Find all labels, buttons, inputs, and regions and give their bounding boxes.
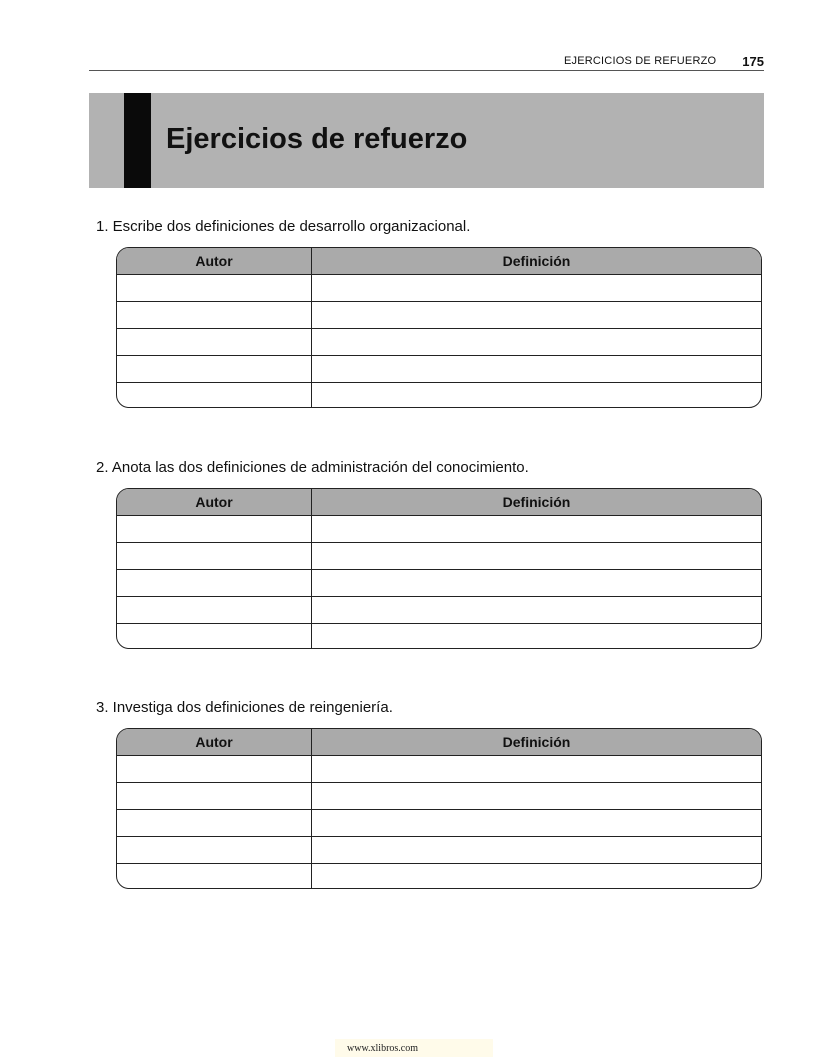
table-row	[117, 543, 761, 570]
banner-title: Ejercicios de refuerzo	[166, 123, 468, 155]
exercise-3	[96, 698, 766, 889]
table-row	[117, 756, 761, 783]
autor-cell[interactable]	[117, 329, 312, 355]
autor-cell[interactable]	[117, 356, 312, 382]
table-row	[117, 329, 761, 356]
definicion-cell[interactable]	[312, 329, 761, 355]
exercise-prompt: 1. Escribe dos definiciones de desarrollo organizacional.	[96, 218, 471, 235]
autor-cell[interactable]	[117, 837, 312, 863]
table-header-row	[117, 489, 761, 516]
autor-cell[interactable]	[117, 302, 312, 328]
header-autor: Autor	[117, 489, 312, 515]
definicion-cell[interactable]	[312, 356, 761, 382]
page-number: 175	[742, 53, 764, 69]
answer-table	[116, 247, 762, 408]
header-definicion: Definición	[502, 734, 571, 750]
autor-cell[interactable]	[117, 810, 312, 836]
definicion-cell[interactable]	[312, 383, 761, 408]
exercise-prompt: 2. Anota las dos definiciones de administración del conocimiento.	[96, 459, 529, 476]
definicion-cell[interactable]	[312, 783, 761, 809]
autor-cell[interactable]	[117, 543, 312, 569]
autor-cell[interactable]	[117, 516, 312, 542]
answer-table	[116, 728, 762, 889]
table-row	[117, 624, 761, 649]
table-row	[117, 302, 761, 329]
table-row	[117, 570, 761, 597]
definicion-cell[interactable]	[312, 275, 761, 301]
definicion-cell[interactable]	[312, 837, 761, 863]
table-row	[117, 597, 761, 624]
exercise-prompt: 3. Investiga dos definiciones de reingeniería.	[96, 699, 393, 716]
header-definicion: Definición	[502, 253, 571, 269]
table-header-row	[117, 248, 761, 275]
table-header-row	[117, 729, 761, 756]
autor-cell[interactable]	[117, 783, 312, 809]
header-autor: Autor	[117, 729, 312, 755]
definicion-cell[interactable]	[312, 810, 761, 836]
definicion-cell[interactable]	[312, 624, 761, 649]
running-head-section: EJERCICIOS DE REFUERZO	[563, 55, 717, 67]
table-row	[117, 837, 761, 864]
section-banner	[89, 93, 764, 188]
banner-accent-bar	[124, 93, 151, 188]
footer-url: www.xlibros.com	[335, 1039, 493, 1057]
definicion-cell[interactable]	[312, 516, 761, 542]
table-row	[117, 356, 761, 383]
autor-cell[interactable]	[117, 275, 312, 301]
header-definicion: Definición	[502, 494, 571, 510]
running-head	[89, 52, 764, 71]
table-row	[117, 810, 761, 837]
autor-cell[interactable]	[117, 756, 312, 782]
table-row	[117, 383, 761, 408]
table-row	[117, 783, 761, 810]
definicion-cell[interactable]	[312, 302, 761, 328]
header-autor: Autor	[117, 248, 312, 274]
definicion-cell[interactable]	[312, 864, 761, 889]
table-row	[117, 275, 761, 302]
autor-cell[interactable]	[117, 864, 312, 889]
exercise-1	[96, 217, 766, 408]
autor-cell[interactable]	[117, 383, 312, 408]
table-row	[117, 864, 761, 889]
answer-table	[116, 488, 762, 649]
table-row	[117, 516, 761, 543]
exercise-2	[96, 458, 766, 649]
autor-cell[interactable]	[117, 624, 312, 649]
definicion-cell[interactable]	[312, 570, 761, 596]
definicion-cell[interactable]	[312, 756, 761, 782]
definicion-cell[interactable]	[312, 543, 761, 569]
autor-cell[interactable]	[117, 597, 312, 623]
autor-cell[interactable]	[117, 570, 312, 596]
definicion-cell[interactable]	[312, 597, 761, 623]
